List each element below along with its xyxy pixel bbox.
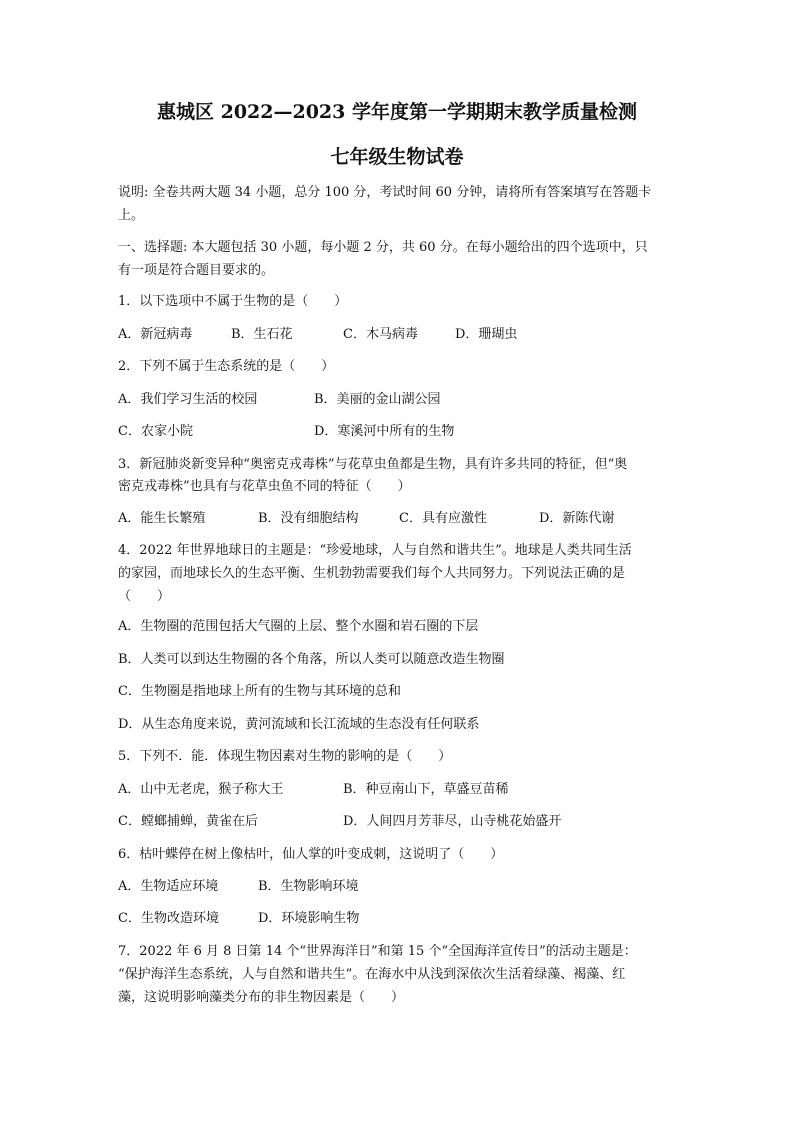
- question-3-option-a: A．能生长繁殖: [118, 511, 206, 526]
- question-3-stem-line-2: 密克戎毒株”也具有与花草虫鱼不同的特征（ ）: [118, 479, 411, 494]
- question-5-option-c: C．螳螂捕蝉，黄雀在后: [118, 814, 258, 829]
- question-5-option-b: B．种豆南山下，草盛豆苗稀: [343, 782, 509, 797]
- question-4-stem-line-1: 4．2022 年世界地球日的主题是：“珍爱地球，人与自然和谐共生”。地球是人类共同生活: [118, 543, 632, 558]
- intro-line-1: 说明: 全卷共两大题 34 小题，总分 100 分，考试时间 60 分钟，请将所有答案填写在答题卡: [118, 185, 652, 200]
- question-1-option-b: B．生石花: [231, 327, 293, 342]
- question-7-stem-line-2: “保护海洋生态系统，人与自然和谐共生”。在海水中从浅到深依次生活着绿藻、褐藻、红: [118, 967, 626, 982]
- question-2-option-c: C．农家小院: [118, 424, 193, 439]
- question-5-option-d: D．人间四月芳菲尽，山寺桃花始盛开: [343, 814, 562, 829]
- question-3-option-b: B．没有细胞结构: [258, 511, 359, 526]
- question-2-stem: 2．下列不属于生态系统的是（ ）: [118, 359, 335, 374]
- question-3-stem-line-1: 3．新冠肺炎新变异种“奥密克戎毒株”与花草虫鱼都是生物，具有许多共同的特征，但“奥: [118, 457, 628, 472]
- question-2-option-b: B．美丽的金山湖公园: [314, 392, 441, 407]
- page-subtitle: 七年级生物试卷: [330, 146, 464, 168]
- section-heading-line-1: 一、选择题: 本大题包括 30 小题，每小题 2 分，共 60 分。在每小题给出的四个选项中，只: [118, 240, 648, 255]
- page-title: 惠城区 2022—2023 学年度第一学期期末教学质量检测: [157, 101, 637, 123]
- question-1-option-a: A．新冠病毒: [118, 327, 193, 342]
- question-6-option-b: B．生物影响环境: [258, 879, 359, 894]
- question-3-option-c: C．具有应激性: [399, 511, 487, 526]
- question-4-option-b: B．人类可以到达生物圈的各个角落，所以人类可以随意改造生物圈: [118, 652, 505, 667]
- question-4-option-a: A．生物圈的范围包括大气圈的上层、整个水圈和岩石圈的下层: [118, 619, 479, 634]
- question-6-option-d: D．环境影响生物: [258, 911, 360, 926]
- question-1-stem: 1．以下选项中不属于生物的是（ ）: [118, 294, 348, 309]
- question-5-option-a: A．山中无老虎，猴子称大王: [118, 782, 284, 797]
- question-5-stem: 5．下列不．能．体现生物因素对生物的影响的是（ ）: [118, 749, 452, 764]
- question-7-stem-line-3: 藻，这说明影响藻类分布的非生物因素是（ ）: [118, 990, 405, 1005]
- question-6-stem: 6．枯叶蝶停在树上像枯叶，仙人掌的叶变成刺，这说明了（ ）: [118, 847, 504, 862]
- section-heading-line-2: 有一项是符合题目要求的。: [118, 263, 275, 278]
- question-7-stem-line-1: 7．2022 年 6 月 8 日第 14 个“世界海洋日”和第 15 个“全国海洋宣传日”的活动主题是：: [118, 944, 637, 959]
- question-1-option-d: D．珊瑚虫: [455, 327, 518, 342]
- question-4-option-d: D．从生态角度来说，黄河流域和长江流域的生态没有任何联系: [118, 717, 480, 732]
- intro-line-2: 上。: [118, 208, 145, 223]
- question-4-stem-line-2: 的家园，而地球长久的生态平衡、生机勃勃需要我们每个人共同努力。下列说法正确的是: [118, 566, 626, 581]
- question-2-option-d: D．寒溪河中所有的生物: [314, 424, 455, 439]
- question-6-option-a: A．生物适应环境: [118, 879, 219, 894]
- question-2-option-a: A．我们学习生活的校园: [118, 392, 258, 407]
- question-4-stem-line-3: （ ）: [118, 589, 171, 604]
- question-4-option-c: C．生物圈是指地球上所有的生物与其环境的总和: [118, 684, 401, 699]
- question-6-option-c: C．生物改造环境: [118, 911, 219, 926]
- question-1-option-c: C．木马病毒: [343, 327, 418, 342]
- question-3-option-d: D．新陈代谢: [539, 511, 615, 526]
